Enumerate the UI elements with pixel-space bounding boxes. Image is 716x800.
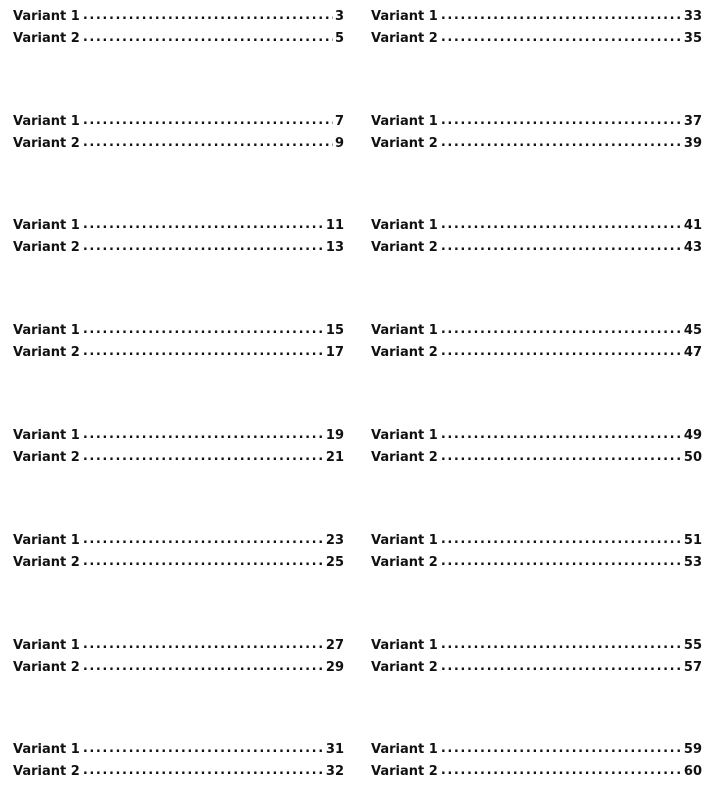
toc-entry[interactable] xyxy=(371,761,702,783)
entry-label: Variant 2 xyxy=(13,136,80,151)
toc-group xyxy=(13,111,344,155)
entry-page-number: 19 xyxy=(325,428,344,443)
entry-page-number: 15 xyxy=(325,323,344,338)
dot-leader xyxy=(83,320,324,341)
entry-page-number: 33 xyxy=(683,9,702,24)
dot-leader xyxy=(83,552,324,573)
entry-page-number: 25 xyxy=(325,555,344,570)
toc-group xyxy=(371,215,702,259)
toc-group xyxy=(371,320,702,364)
entry-page-number: 35 xyxy=(683,31,702,46)
entry-label: Variant 1 xyxy=(371,9,438,24)
dot-leader xyxy=(83,739,324,760)
entry-label: Variant 1 xyxy=(13,533,80,548)
dot-leader xyxy=(83,447,324,468)
entry-label: Variant 2 xyxy=(13,345,80,360)
dot-leader xyxy=(83,425,324,446)
dot-leader xyxy=(441,28,682,49)
toc-entry[interactable] xyxy=(13,552,344,574)
toc-entry[interactable] xyxy=(371,425,702,447)
entry-page-number: 43 xyxy=(683,240,702,255)
entry-page-number: 53 xyxy=(683,555,702,570)
dot-leader xyxy=(441,761,682,782)
entry-page-number: 47 xyxy=(683,345,702,360)
dot-leader xyxy=(83,6,333,27)
entry-label: Variant 1 xyxy=(371,218,438,233)
toc-entry[interactable] xyxy=(13,635,344,657)
dot-leader xyxy=(441,552,682,573)
entry-label: Variant 2 xyxy=(371,660,438,675)
dot-leader xyxy=(441,237,682,258)
toc-entry[interactable] xyxy=(13,657,344,679)
entry-page-number: 50 xyxy=(683,450,702,465)
entry-page-number: 41 xyxy=(683,218,702,233)
toc-entry[interactable] xyxy=(371,320,702,342)
dot-leader xyxy=(441,425,682,446)
entry-label: Variant 2 xyxy=(13,31,80,46)
toc-entry[interactable] xyxy=(13,761,344,783)
entry-page-number: 11 xyxy=(325,218,344,233)
dot-leader xyxy=(83,215,324,236)
dot-leader xyxy=(83,342,324,363)
toc-entry[interactable] xyxy=(371,447,702,469)
entry-page-number: 31 xyxy=(325,742,344,757)
toc-group xyxy=(13,530,344,574)
entry-label: Variant 1 xyxy=(13,428,80,443)
toc-group xyxy=(13,739,344,783)
entry-label: Variant 2 xyxy=(13,555,80,570)
entry-label: Variant 1 xyxy=(13,9,80,24)
toc-group xyxy=(371,635,702,679)
dot-leader xyxy=(83,111,333,132)
toc-entry[interactable] xyxy=(13,111,344,133)
toc-entry[interactable] xyxy=(371,133,702,155)
dot-leader xyxy=(441,530,682,551)
toc-entry[interactable] xyxy=(371,657,702,679)
toc-entry[interactable] xyxy=(13,6,344,28)
entry-label: Variant 2 xyxy=(13,764,80,779)
toc-entry[interactable] xyxy=(13,237,344,259)
entry-label: Variant 1 xyxy=(13,323,80,338)
toc-entry[interactable] xyxy=(371,28,702,50)
toc-entry[interactable] xyxy=(371,552,702,574)
entry-page-number: 59 xyxy=(683,742,702,757)
toc-entry[interactable] xyxy=(371,530,702,552)
toc-entry[interactable] xyxy=(13,425,344,447)
entry-label: Variant 2 xyxy=(371,136,438,151)
entry-label: Variant 2 xyxy=(371,450,438,465)
dot-leader xyxy=(441,342,682,363)
toc-entry[interactable] xyxy=(371,6,702,28)
entry-page-number: 45 xyxy=(683,323,702,338)
entry-page-number: 27 xyxy=(325,638,344,653)
toc-entry[interactable] xyxy=(13,28,344,50)
entry-label: Variant 1 xyxy=(371,428,438,443)
entry-label: Variant 1 xyxy=(371,323,438,338)
dot-leader xyxy=(441,320,682,341)
entry-label: Variant 2 xyxy=(371,31,438,46)
dot-leader xyxy=(83,237,324,258)
entry-label: Variant 2 xyxy=(371,764,438,779)
toc-group xyxy=(371,530,702,574)
entry-page-number: 9 xyxy=(334,136,344,151)
dot-leader xyxy=(441,447,682,468)
entry-label: Variant 1 xyxy=(371,114,438,129)
entry-page-number: 3 xyxy=(334,9,344,24)
entry-page-number: 57 xyxy=(683,660,702,675)
dot-leader xyxy=(83,635,324,656)
entry-page-number: 32 xyxy=(325,764,344,779)
dot-leader xyxy=(441,635,682,656)
toc-group xyxy=(371,111,702,155)
toc-entry[interactable] xyxy=(371,739,702,761)
toc-group xyxy=(13,635,344,679)
toc-entry[interactable] xyxy=(13,133,344,155)
toc-entry[interactable] xyxy=(13,530,344,552)
toc-group xyxy=(371,739,702,783)
entry-page-number: 13 xyxy=(325,240,344,255)
dot-leader xyxy=(83,28,333,49)
toc-entry[interactable] xyxy=(371,635,702,657)
toc-group xyxy=(13,425,344,469)
toc-entry[interactable] xyxy=(13,215,344,237)
entry-page-number: 49 xyxy=(683,428,702,443)
entry-label: Variant 1 xyxy=(371,742,438,757)
entry-label: Variant 2 xyxy=(371,345,438,360)
toc-group xyxy=(13,320,344,364)
entry-page-number: 23 xyxy=(325,533,344,548)
dot-leader xyxy=(441,215,682,236)
entry-label: Variant 2 xyxy=(371,240,438,255)
entry-label: Variant 2 xyxy=(371,555,438,570)
toc-entry[interactable] xyxy=(371,215,702,237)
entry-page-number: 5 xyxy=(334,31,344,46)
toc-group xyxy=(13,215,344,259)
entry-page-number: 55 xyxy=(683,638,702,653)
dot-leader xyxy=(83,657,324,678)
dot-leader xyxy=(441,111,682,132)
dot-leader xyxy=(441,739,682,760)
dot-leader xyxy=(441,657,682,678)
entry-page-number: 21 xyxy=(325,450,344,465)
entry-label: Variant 2 xyxy=(13,450,80,465)
entry-label: Variant 1 xyxy=(13,638,80,653)
entry-page-number: 7 xyxy=(334,114,344,129)
entry-label: Variant 2 xyxy=(13,240,80,255)
entry-label: Variant 2 xyxy=(13,660,80,675)
entry-page-number: 17 xyxy=(325,345,344,360)
toc-entry[interactable] xyxy=(371,111,702,133)
entry-label: Variant 1 xyxy=(13,218,80,233)
toc-entry[interactable] xyxy=(13,320,344,342)
entry-label: Variant 1 xyxy=(371,638,438,653)
entry-page-number: 51 xyxy=(683,533,702,548)
toc-group xyxy=(371,425,702,469)
toc-entry[interactable] xyxy=(371,342,702,364)
dot-leader xyxy=(83,133,333,154)
toc-entry[interactable] xyxy=(371,237,702,259)
entry-page-number: 60 xyxy=(683,764,702,779)
entry-page-number: 37 xyxy=(683,114,702,129)
dot-leader xyxy=(83,761,324,782)
toc-group xyxy=(371,6,702,50)
entry-page-number: 29 xyxy=(325,660,344,675)
entry-label: Variant 1 xyxy=(13,114,80,129)
dot-leader xyxy=(441,6,682,27)
toc-entry[interactable] xyxy=(13,342,344,364)
dot-leader xyxy=(441,133,682,154)
entry-label: Variant 1 xyxy=(371,533,438,548)
toc-entry[interactable] xyxy=(13,739,344,761)
entry-page-number: 39 xyxy=(683,136,702,151)
toc-entry[interactable] xyxy=(13,447,344,469)
toc-group xyxy=(13,6,344,50)
dot-leader xyxy=(83,530,324,551)
entry-label: Variant 1 xyxy=(13,742,80,757)
